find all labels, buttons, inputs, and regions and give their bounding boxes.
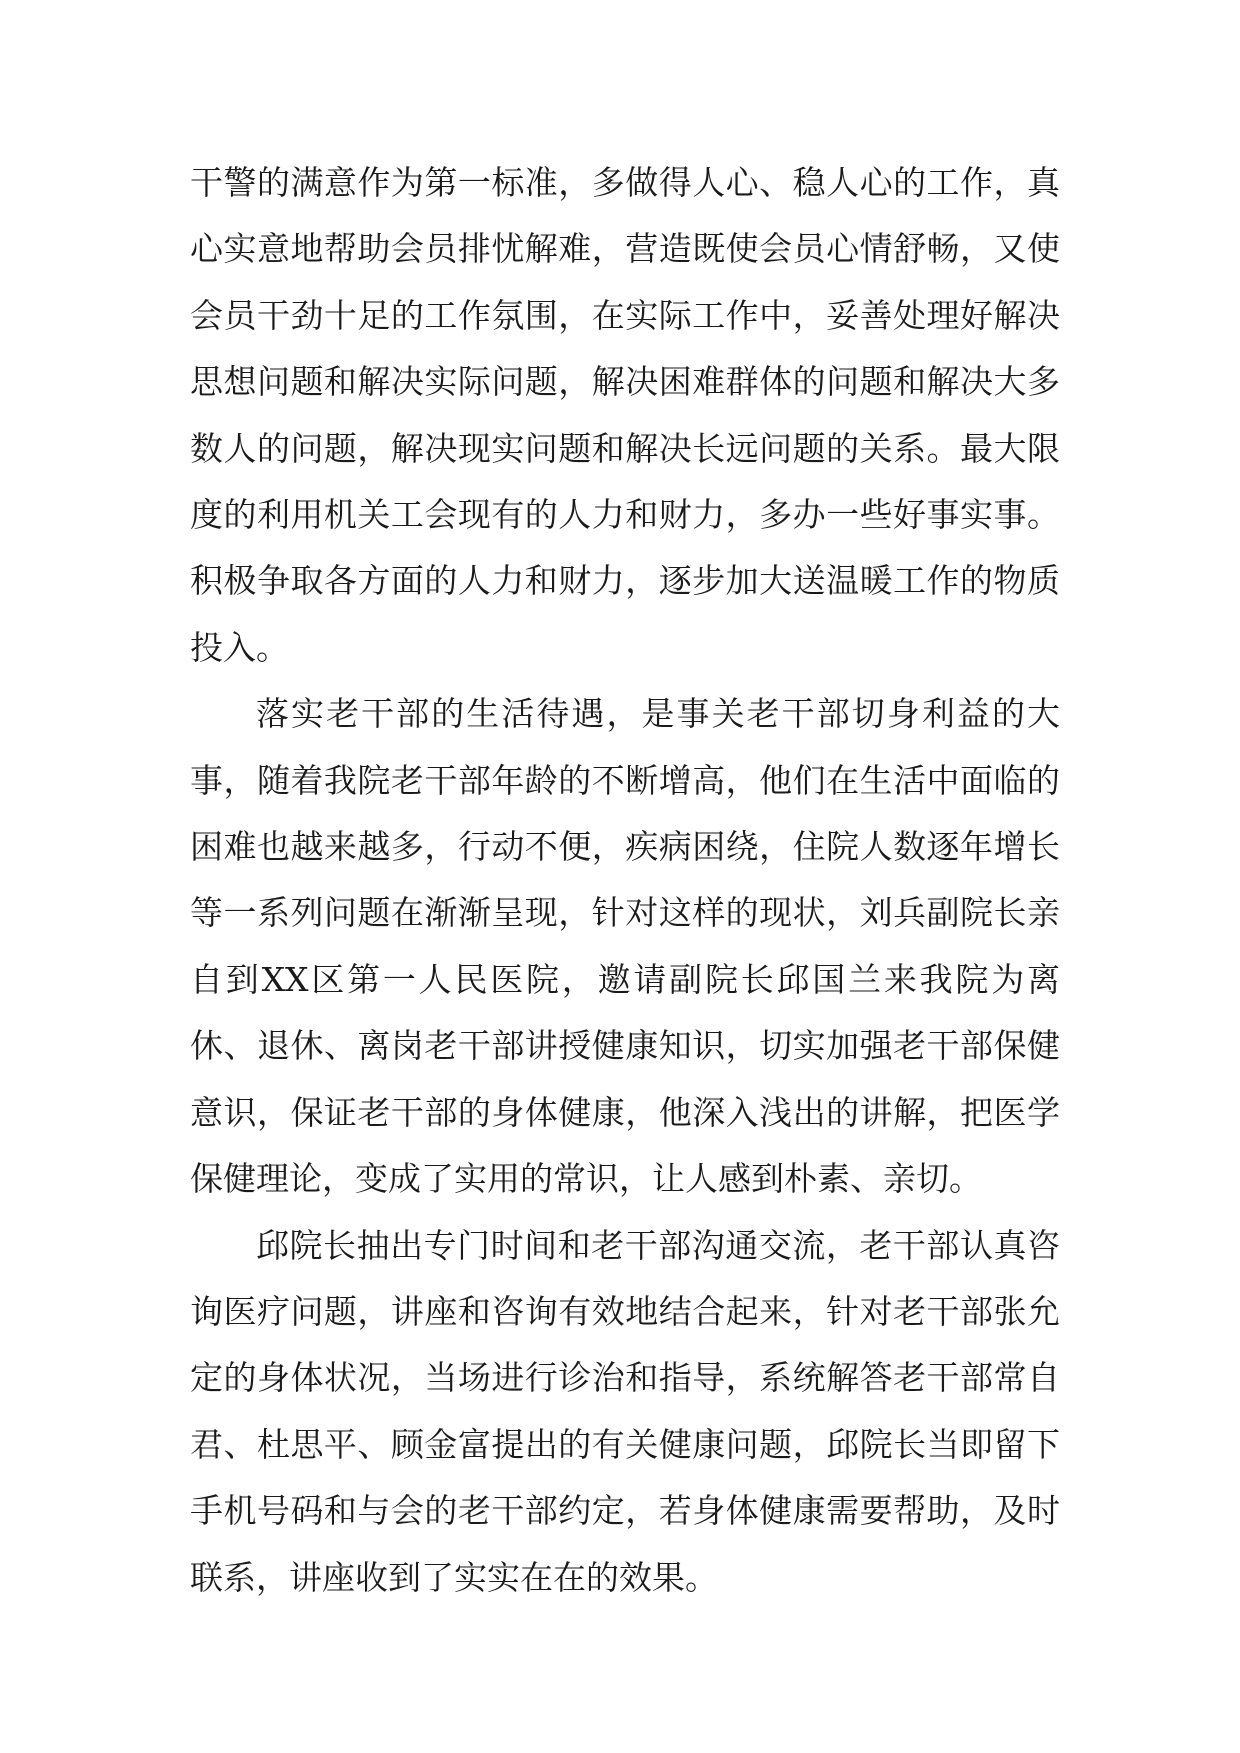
paragraph-health-consultation: 邱院长抽出专门时间和老干部沟通交流，老干部认真咨询医疗问题，讲座和咨询有效地结合起来，针对老干部张允定的身体状况，当场进行诊治和指导，系统解答老干部常自君、杜思平、顾金富提出的有关健康问题，邱院长当即留下手机号码和与会的老干部约定，若身体健康需要帮助，及时联系，讲座收到了实实在在的效果。 [190, 1225, 1060, 1597]
paragraph-veteran-cadres-care: 落实老干部的生活待遇，是事关老干部切身利益的大事，随着我院老干部年龄的不断增高，他们在生活中面临的困难也越来越多，行动不便，疾病困绕，住院人数逐年增长等一系列问题在渐渐呈现，针对这样的现状，刘兵副院长亲自到XX区第一人民医院，邀请副院长邱国兰来我院为离休、退休、离岗老干部讲授健康知识，切实加强老干部保健意识，保证老干部的身体健康，他深入浅出的讲解，把医学保健理论，变成了实用的常识，让人感到朴素、亲切。 [190, 694, 1060, 1199]
document-body [190, 150, 1060, 1611]
paragraph-continuation: 干警的满意作为第一标准，多做得人心、稳人心的工作，真心实意地帮助会员排忧解难，营造既使会员心情舒畅，又使会员干劲十足的工作氛围，在实际工作中，妥善处理好解决思想问题和解决实际问题，解决困难群体的问题和解决大多数人的问题，解决现实问题和解决长远问题的关系。最大限度的利用机关工会现有的人力和财力，多办一些好事实事。积极争取各方面的人力和财力，逐步加大送温暖工作的物质投入。 [190, 163, 1060, 667]
